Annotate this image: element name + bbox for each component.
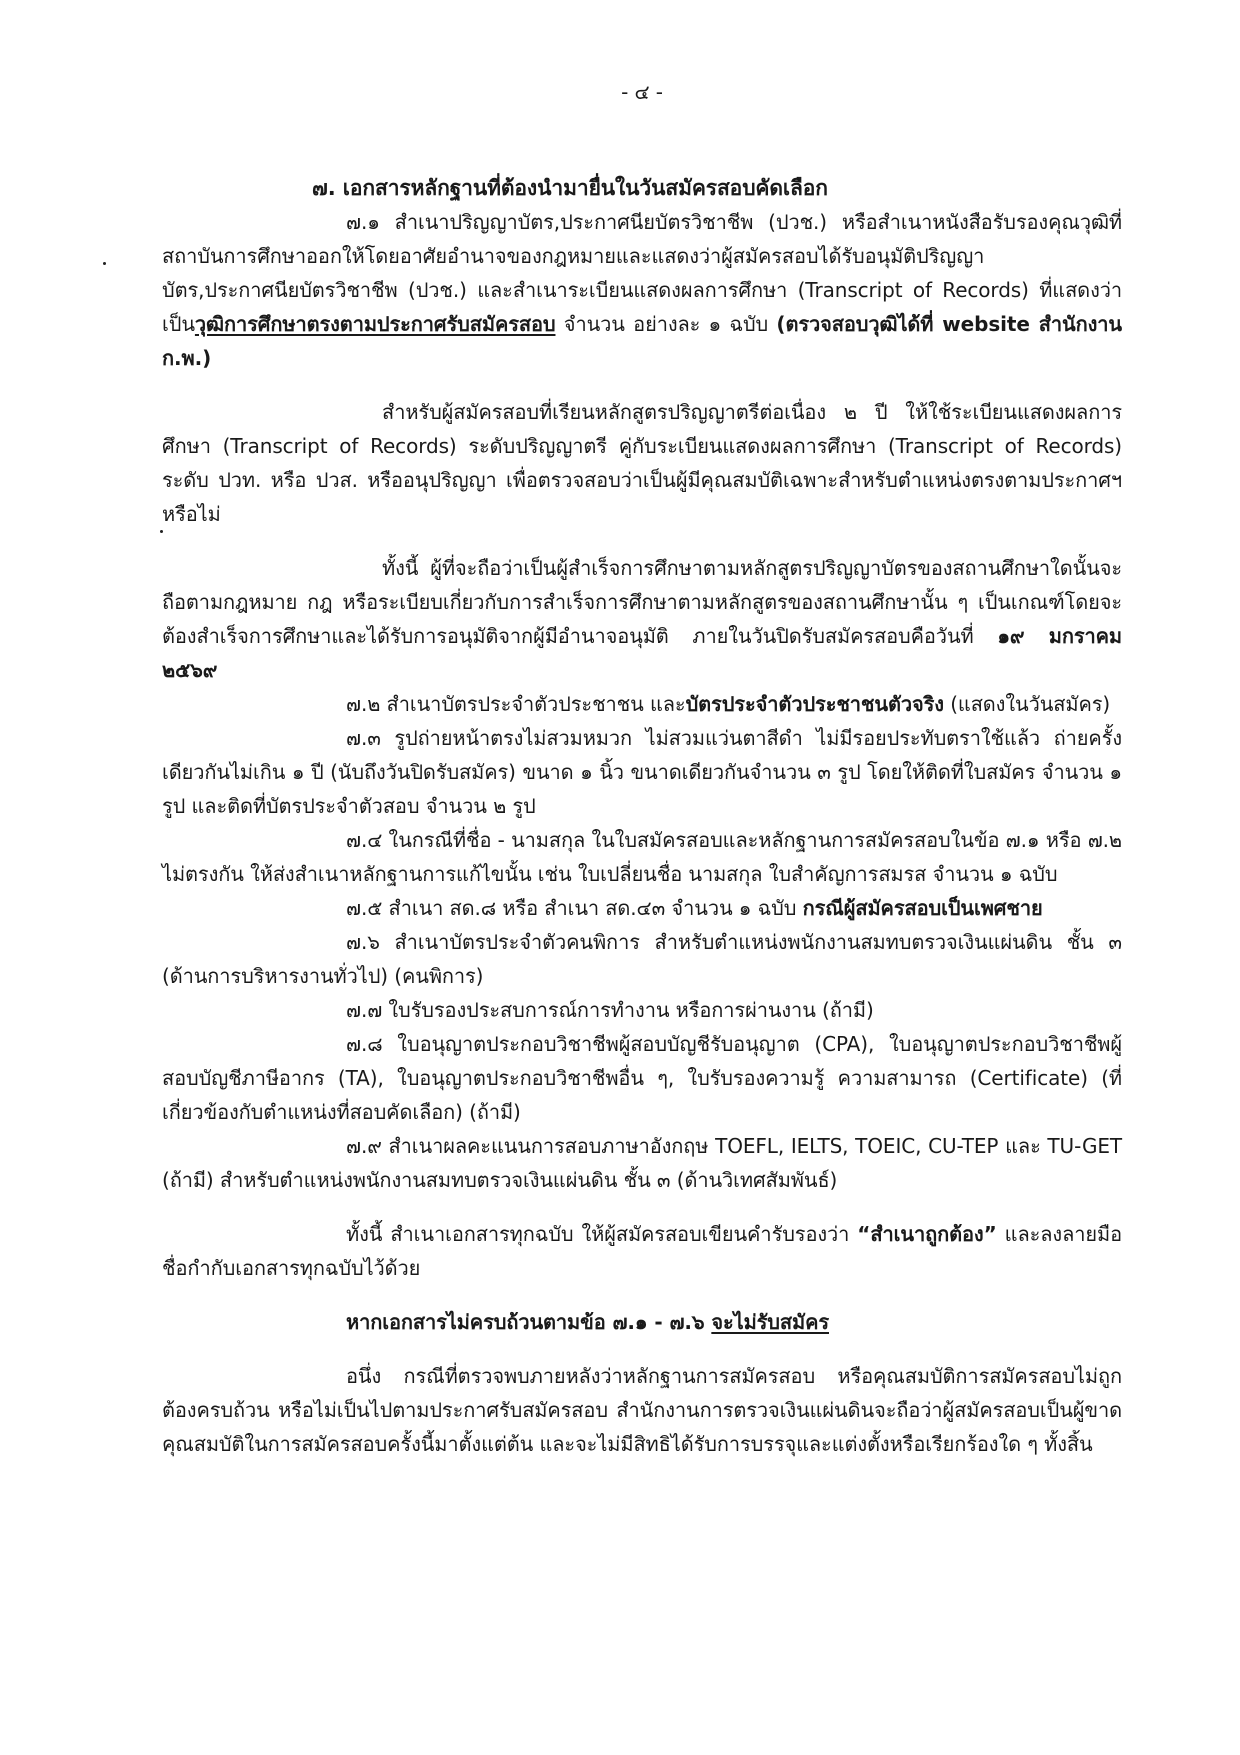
item-7-2-tail: (แสดงในวันสมัคร) xyxy=(943,692,1111,716)
scan-speck xyxy=(103,262,106,265)
item-7-5-bold: กรณีผู้สมัครสอบเป็นเพศชาย xyxy=(802,896,1043,920)
incomplete-notice xyxy=(162,1305,1122,1339)
item-7-1-text: ๗.๑ สำเนาปริญญาบัตร,ประกาศนียบัตรวิชาชีพ (ปวช.) หรือสำเนาหนังสือรับรองคุณวุฒิที่สถาบันการศึกษาออกให้โดยอาศัยอำนาจของกฎหมายและแสดงว่าผู้สมัครสอบได้รับอนุมัติปริญญาบัตร,ประกาศนียบัตรวิชาชีพ (ปวช.) และสำเนาระเบียนแสดงผลการศึกษา (Transcript of Records) ที่แสดงว่าเป็น xyxy=(162,210,1122,336)
para-disqualify: อนึ่ง กรณีที่ตรวจพบภายหลังว่าหลักฐานการสมัครสอบ หรือคุณสมบัติการสมัครสอบไม่ถูกต้องครบถ้วน หรือไม่เป็นไปตามประกาศรับสมัครสอบ สำนักงานการตรวจเงินแผ่นดินจะถือว่าผู้สมัครสอบเป็นผู้ขาดคุณสมบัติในการสมัครสอบครั้งนี้มาตั้งแต่ต้น และจะไม่มีสิทธิได้รับการบรรจุและแต่งตั้งหรือเรียกร้องใด ๆ ทั้งสิ้น xyxy=(162,1364,1122,1456)
para-certify-text: ทั้งนี้ สำเนาเอกสารทุกฉบับ ให้ผู้สมัครสอบเขียนคำรับรองว่า xyxy=(346,1222,858,1246)
item-7-6: ๗.๖ สำเนาบัตรประจำตัวคนพิการ สำหรับตำแหน่งพนักงานสมทบตรวจเงินแผ่นดิน ชั้น ๓ (ด้านการบริหารงานทั่วไป) (คนพิการ) xyxy=(162,930,1122,988)
para-graduation-rule xyxy=(162,551,1122,687)
para-graduation-text: ทั้งนี้ ผู้ที่จะถือว่าเป็นผู้สำเร็จการศึกษาตามหลักสูตรปริญญาบัตรของสถานศึกษาใดนั้นจะถือตามกฎหมาย กฎ หรือระเบียบเกี่ยวกับการสำเร็จการศึกษาตามหลักสูตรของสถานศึกษานั้น ๆ เป็นเกณฑ์โดยจะต้องสำเร็จการศึกษาและได้รับการอนุมัติจากผู้มีอำนาจอนุมัติ ภายในวันปิดรับสมัครสอบคือวันที่ xyxy=(162,556,1122,648)
item-7-9: ๗.๙ สำเนาผลคะแนนการสอบภาษาอังกฤษ TOEFL, IELTS, TOEIC, CU-TEP และ TU-GET (ถ้ามี) สำหรับตำแหน่งพนักงานสมทบตรวจเงินแผ่นดิน ชั้น ๓ (ด้านวิเทศสัมพันธ์) xyxy=(162,1134,1122,1192)
para-certify-copies xyxy=(162,1217,1122,1285)
scan-speck xyxy=(160,530,163,533)
item-7-3: ๗.๓ รูปถ่ายหน้าตรงไม่สวมหมวก ไม่สวมแว่นตาสีดำ ไม่มีรอยประทับตราใช้แล้ว ถ่ายครั้งเดียวกันไม่เกิน ๑ ปี (นับถึงวันปิดรับสมัคร) ขนาด ๑ นิ้ว ขนาดเดียวกันจำนวน ๓ รูป โดยให้ติดที่ใบสมัคร จำนวน ๑ รูป และติดที่บัตรประจำตัวสอบ จำนวน ๒ รูป xyxy=(162,726,1122,818)
item-7-2 xyxy=(162,687,1122,721)
item-7-1-note: (ตรวจสอบวุฒิได้ที่ website สำนักงาน ก.พ.) xyxy=(162,312,1122,370)
incomplete-notice-text: หากเอกสารไม่ครบถ้วนตามข้อ ๗.๑ - ๗.๖ xyxy=(346,1310,712,1334)
item-7-2-text: ๗.๒ สำเนาบัตรประจำตัวประชาชน และ xyxy=(346,692,686,716)
item-7-8: ๗.๘ ใบอนุญาตประกอบวิชาชีพผู้สอบบัญชีรับอนุญาต (CPA), ใบอนุญาตประกอบวิชาชีพผู้สอบบัญชีภาษีอากร (TA), ใบอนุญาตประกอบวิชาชีพอื่น ๆ, ใบรับรองความรู้ ความสามารถ (Certificate) (ที่เกี่ยวข้องกับตำแหน่งที่สอบคัดเลือก) (ถ้ามี) xyxy=(162,1032,1122,1124)
item-7-5 xyxy=(162,891,1122,925)
item-7-2-bold: บัตรประจำตัวประชาชนตัวจริง xyxy=(685,692,944,716)
para-certify-tail: และลงลายมือชื่อกำกับเอกสารทุกฉบับไว้ด้วย xyxy=(162,1222,1122,1280)
item-7-1 xyxy=(162,205,1122,375)
section-heading: ๗. เอกสารหลักฐานที่ต้องนำมายื่นในวันสมัครสอบคัดเลือก xyxy=(312,176,828,200)
certify-phrase: “สำเนาถูกต้อง” xyxy=(857,1222,997,1246)
page-number: - ๔ - xyxy=(621,80,663,104)
item-7-1-underline: วุฒิการศึกษาตรงตามประกาศรับสมัครสอบ xyxy=(194,312,556,336)
item-7-1-count: จำนวน อย่างละ ๑ ฉบับ xyxy=(555,312,777,336)
item-7-5-text: ๗.๕ สำเนา สด.๘ หรือ สำเนา สด.๔๓ จำนวน ๑ ฉบับ xyxy=(346,896,803,920)
item-7-7: ๗.๗ ใบรับรองประสบการณ์การทำงาน หรือการผ่านงาน (ถ้ามี) xyxy=(346,998,874,1022)
closing-date: ๑๙ มกราคม ๒๕๖๙ xyxy=(162,624,1122,682)
incomplete-notice-underline: จะไม่รับสมัคร xyxy=(711,1310,829,1334)
item-7-4: ๗.๔ ในกรณีที่ชื่อ - นามสกุล ในใบสมัครสอบและหลักฐานการสมัครสอบในข้อ ๗.๑ หรือ ๗.๒ ไม่ตรงกัน ให้ส่งสำเนาหลักฐานการแก้ไขนั้น เช่น ใบเปลี่ยนชื่อ นามสกุล ใบสำคัญการสมรส จำนวน ๑ ฉบับ xyxy=(162,828,1122,886)
para-continuing-degree: สำหรับผู้สมัครสอบที่เรียนหลักสูตรปริญญาตรีต่อเนื่อง ๒ ปี ให้ใช้ระเบียนแสดงผลการศึกษา (Transcript of Records) ระดับปริญญาตรี คู่กับระเบียนแสดงผลการศึกษา (Transcript of Records) ระดับ ปวท. หรือ ปวส. หรืออนุปริญญา เพื่อตรวจสอบว่าเป็นผู้มีคุณสมบัติเฉพาะสำหรับตำแหน่งตรงตามประกาศฯ หรือไม่ xyxy=(162,400,1122,526)
